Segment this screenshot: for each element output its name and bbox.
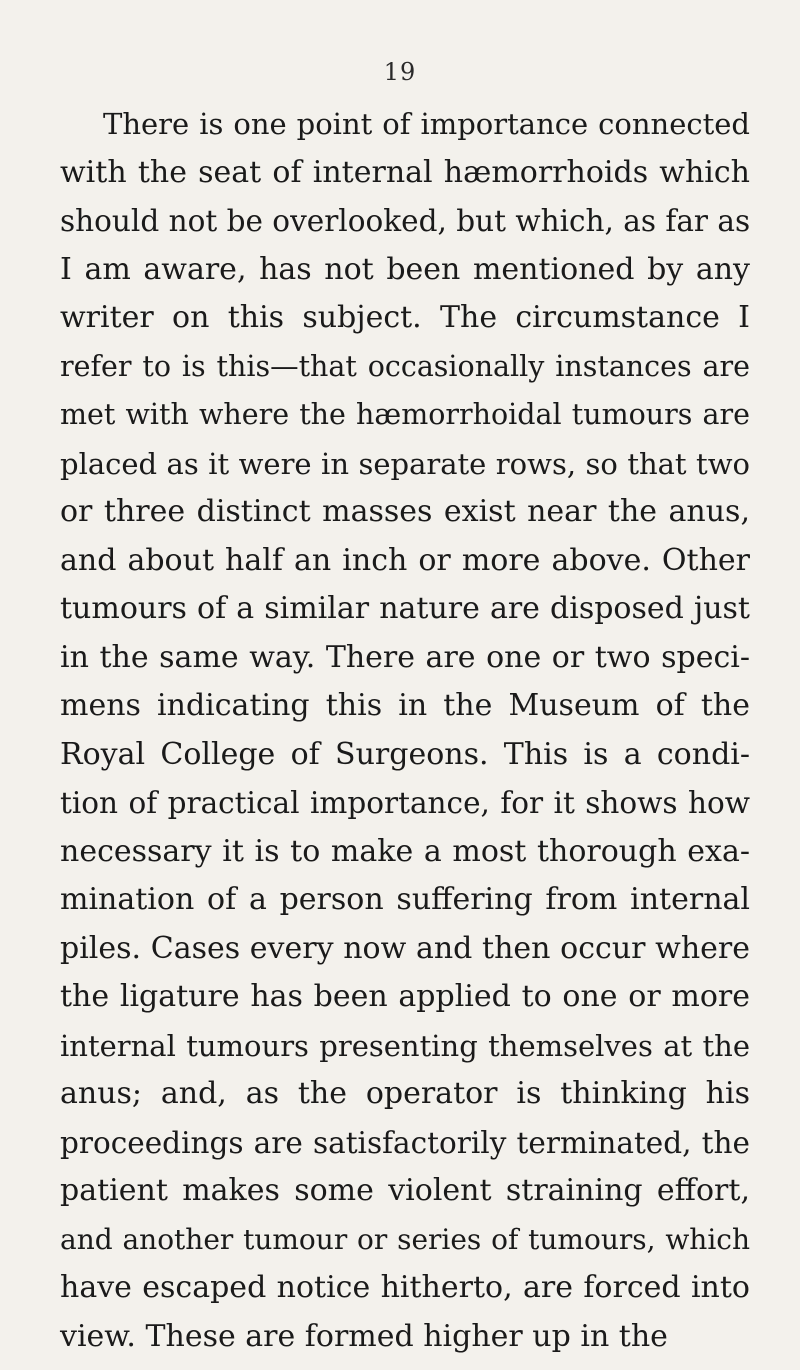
text-line: view. These are formed higher up in the: [60, 1318, 668, 1354]
page-number: 19: [383, 58, 417, 86]
body-paragraph: [60, 100, 750, 1361]
text-line: necessary it is to make a most thorough exa-: [60, 833, 750, 869]
text-line: with the seat of internal hæmorrhoids which: [60, 154, 750, 190]
text-line: refer to is this—that occasionally instances are: [60, 349, 750, 383]
text-line: piles. Cases every now and then occur where: [60, 930, 750, 966]
text-line: I am aware, has not been mentioned by any: [60, 251, 750, 287]
text-line: There is one point of importance connected: [103, 107, 750, 141]
text-line: mination of a person suffering from internal: [60, 882, 750, 917]
text-line: the ligature has been applied to one or more: [60, 979, 750, 1014]
text-line: in the same way. There are one or two speci-: [60, 639, 750, 675]
text-line: tion of practical importance, for it shows how: [60, 786, 750, 820]
text-line: Royal College of Surgeons. This is a condi-: [60, 736, 750, 772]
text-line: should not be overlooked, but which, as far as: [60, 204, 751, 238]
text-line: and about half an inch or more above. Other: [60, 542, 750, 578]
text-line: anus; and, as the operator is thinking his: [60, 1076, 750, 1111]
text-line: tumours of a similar nature are disposed just: [60, 591, 750, 626]
text-line: mens indicating this in the Museum of the: [60, 688, 750, 723]
text-line: and another tumour or series of tumours, which: [60, 1222, 750, 1256]
text-line: have escaped notice hitherto, are forced into: [60, 1270, 750, 1305]
text-line: or three distinct masses exist near the anus,: [60, 494, 750, 529]
text-line: patient makes some violent straining effort,: [60, 1173, 750, 1208]
text-line: proceedings are satisfactorily terminated, the: [60, 1125, 750, 1160]
text-line: placed as it were in separate rows, so that two: [60, 446, 750, 481]
text-line: met with where the hæmorrhoidal tumours are: [60, 398, 750, 431]
text-line: internal tumours presenting themselves at the: [60, 1028, 750, 1063]
text-line: writer on this subject. The circumstance I: [60, 300, 750, 335]
